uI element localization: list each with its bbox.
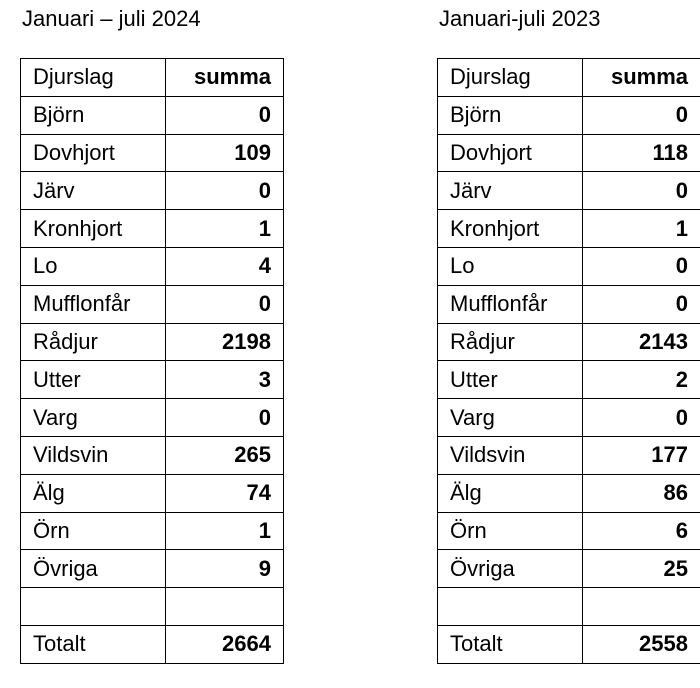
sum-cell: 265	[166, 436, 284, 474]
species-cell	[21, 588, 166, 626]
sum-cell: 74	[166, 474, 284, 512]
species-table-2024	[20, 58, 284, 664]
sum-cell: 6	[583, 512, 700, 550]
sum-cell: 0	[166, 172, 284, 210]
table-row	[438, 436, 700, 474]
species-cell: Mufflonfår	[438, 285, 583, 323]
table-row	[21, 134, 284, 172]
species-cell: Rådjur	[21, 323, 166, 361]
species-cell: Örn	[21, 512, 166, 550]
sum-cell: 0	[166, 399, 284, 437]
table-title: Januari-juli 2023	[439, 6, 601, 31]
table-row	[21, 96, 284, 134]
species-cell: Björn	[21, 96, 166, 134]
sum-cell: 0	[583, 285, 700, 323]
species-cell: Järv	[438, 172, 583, 210]
table-row	[438, 399, 700, 437]
species-cell: Kronhjort	[21, 210, 166, 248]
species-table-2023	[437, 58, 700, 664]
table-row	[21, 361, 284, 399]
table-row	[21, 323, 284, 361]
species-cell	[438, 588, 583, 626]
sum-cell: 3	[166, 361, 284, 399]
table-row	[438, 588, 700, 626]
sum-cell	[166, 588, 284, 626]
sum-cell: 109	[166, 134, 284, 172]
table-title: Januari – juli 2024	[22, 6, 201, 31]
table-row	[21, 247, 284, 285]
table-row	[438, 172, 700, 210]
species-cell: Älg	[21, 474, 166, 512]
table-row	[438, 361, 700, 399]
table-row	[438, 550, 700, 588]
species-cell: Utter	[21, 361, 166, 399]
species-cell: Lo	[438, 247, 583, 285]
species-cell: Örn	[438, 512, 583, 550]
species-cell: Varg	[21, 399, 166, 437]
sum-cell: 0	[583, 172, 700, 210]
sum-cell: 86	[583, 474, 700, 512]
species-cell: Älg	[438, 474, 583, 512]
sum-cell: 2143	[583, 323, 700, 361]
sum-cell: 25	[583, 550, 700, 588]
table-row	[21, 210, 284, 248]
species-cell: Dovhjort	[438, 134, 583, 172]
column-header-sum: summa	[166, 59, 284, 97]
sum-cell: 0	[166, 285, 284, 323]
table-row	[21, 172, 284, 210]
table-row	[21, 588, 284, 626]
sum-cell: 4	[166, 247, 284, 285]
table-row	[21, 512, 284, 550]
species-cell: Mufflonfår	[21, 285, 166, 323]
table-row	[438, 285, 700, 323]
table-row	[438, 474, 700, 512]
species-cell: Varg	[438, 399, 583, 437]
header-row	[438, 59, 700, 97]
table-row	[21, 550, 284, 588]
sum-cell: 0	[166, 96, 284, 134]
column-header-species: Djurslag	[438, 59, 583, 97]
species-cell: Totalt	[438, 625, 583, 663]
species-cell: Björn	[438, 96, 583, 134]
species-cell: Vildsvin	[21, 436, 166, 474]
sum-cell: 177	[583, 436, 700, 474]
species-cell: Lo	[21, 247, 166, 285]
table-row	[21, 285, 284, 323]
table-row	[438, 96, 700, 134]
sum-cell: 0	[583, 96, 700, 134]
species-cell: Järv	[21, 172, 166, 210]
sum-cell: 2664	[166, 625, 284, 663]
table-row	[438, 323, 700, 361]
sum-cell: 118	[583, 134, 700, 172]
table-row	[21, 474, 284, 512]
species-cell: Övriga	[21, 550, 166, 588]
header-row	[21, 59, 284, 97]
species-cell: Kronhjort	[438, 210, 583, 248]
species-cell: Rådjur	[438, 323, 583, 361]
sum-cell: 1	[166, 512, 284, 550]
total-row	[21, 625, 284, 663]
table-row	[438, 512, 700, 550]
sum-cell	[583, 588, 700, 626]
species-cell: Dovhjort	[21, 134, 166, 172]
sum-cell: 2	[583, 361, 700, 399]
species-cell: Vildsvin	[438, 436, 583, 474]
table-row	[438, 210, 700, 248]
sum-cell: 0	[583, 399, 700, 437]
species-cell: Totalt	[21, 625, 166, 663]
table-row	[21, 436, 284, 474]
table-row	[438, 247, 700, 285]
column-header-sum: summa	[583, 59, 700, 97]
table-row	[21, 399, 284, 437]
total-row	[438, 625, 700, 663]
species-cell: Övriga	[438, 550, 583, 588]
sum-cell: 1	[583, 210, 700, 248]
species-cell: Utter	[438, 361, 583, 399]
sum-cell: 1	[166, 210, 284, 248]
table-row	[438, 134, 700, 172]
column-header-species: Djurslag	[21, 59, 166, 97]
sum-cell: 0	[583, 247, 700, 285]
sum-cell: 2558	[583, 625, 700, 663]
sum-cell: 2198	[166, 323, 284, 361]
sum-cell: 9	[166, 550, 284, 588]
